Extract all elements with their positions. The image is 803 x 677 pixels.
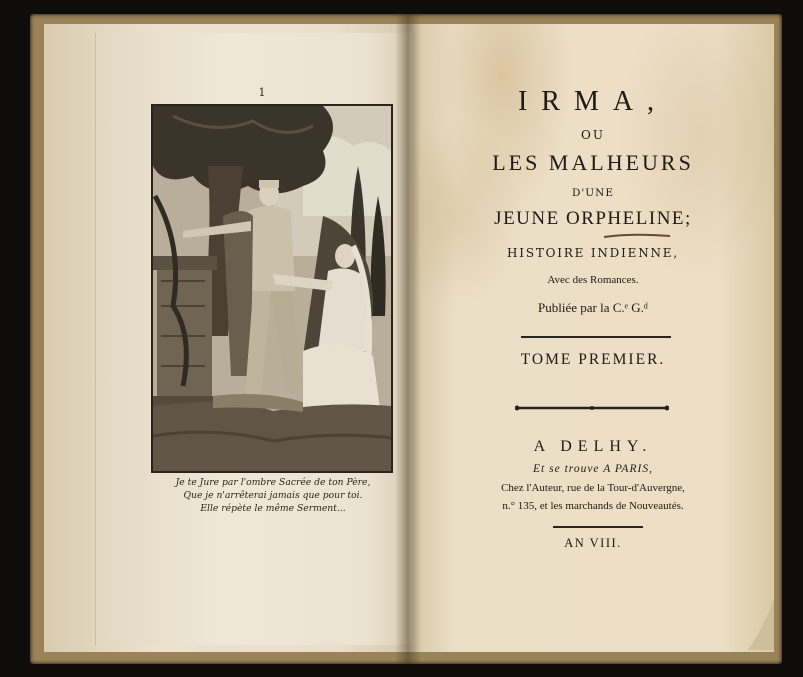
imprint-place: A DELHY. (533, 438, 653, 455)
imprint-address: Chez l'Auteur, rue de la Tour-d'Auvergne, (501, 482, 685, 494)
frontispiece-engraving (151, 104, 393, 473)
page-corner-wear (748, 600, 774, 650)
imprint-paris: Et se trouve A PARIS, (533, 463, 653, 475)
publication-year: AN VIII. (564, 536, 622, 550)
frontispiece-caption (150, 476, 396, 515)
divider-rule (553, 526, 643, 528)
title-line-malheurs: LES MALHEURS (492, 150, 694, 175)
ink-underline-mark (602, 232, 672, 240)
caption-line: Que je n'arrêterai jamais que pour toi. (183, 490, 363, 501)
ornamental-rule (515, 405, 669, 411)
publisher-credit: Publiée par la C.ᵉ G.ᵈ (538, 300, 648, 315)
engraving-illustration (153, 106, 391, 471)
title-note-romances: Avec des Romances. (547, 274, 639, 286)
caption-line: Elle répète le même Serment... (200, 503, 346, 514)
book-subtitle: HISTOIRE INDIENNE, (507, 246, 679, 260)
volume-label: TOME PREMIER. (520, 351, 666, 368)
plate-number: 1 (258, 86, 266, 99)
caption-line: Je te Jure par l'ombre Sacrée de ton Père, (175, 477, 371, 488)
divider-rule (521, 336, 671, 338)
imprint-address-number: n.° 135, et les marchands de Nouveautés. (502, 500, 684, 512)
title-line-jeune-orpheline: JEUNE ORPHELINE; (494, 208, 692, 229)
book-title: IRMA, (517, 86, 669, 117)
title-page (412, 24, 774, 652)
title-line-dune: D'UNE (571, 187, 614, 199)
title-conjunction: OU (581, 128, 605, 142)
